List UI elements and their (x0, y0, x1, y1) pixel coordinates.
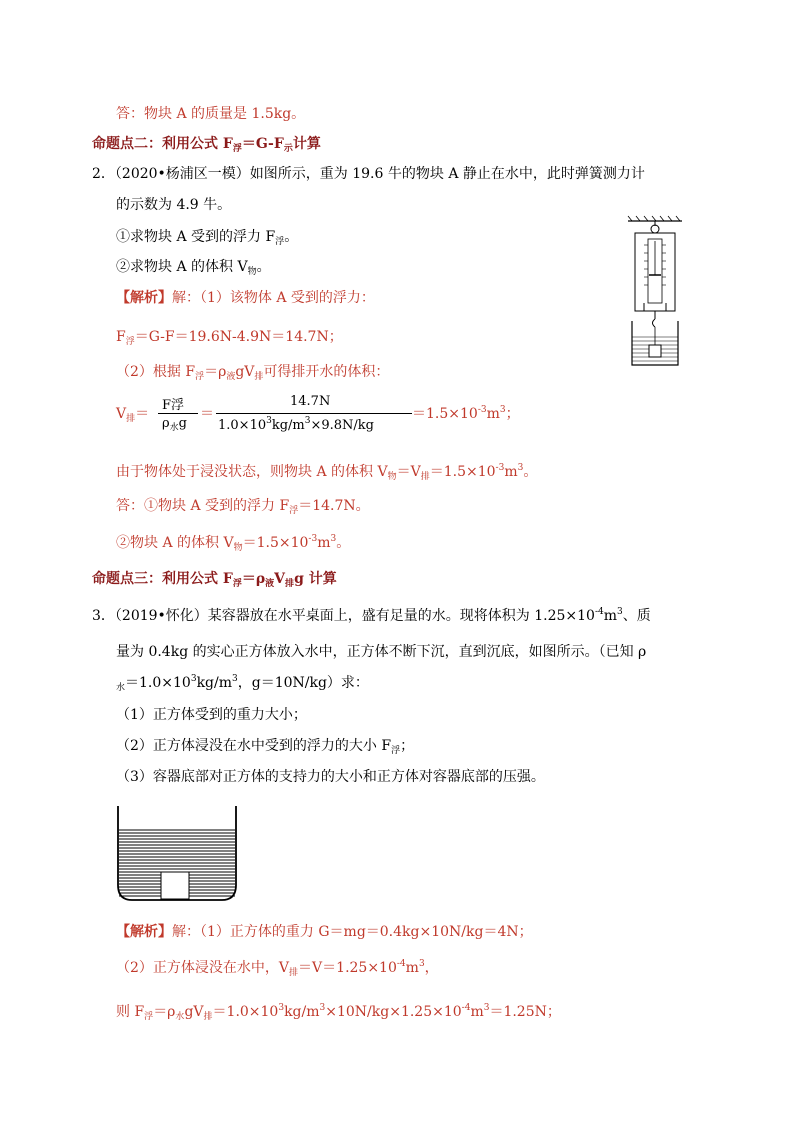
section-heading-3: 命题点三：利用公式 $F_浮=\rho_液V_排g$ 计算 (92, 571, 337, 589)
q3-item1: （1）正方体受到的重力大小； (116, 707, 307, 723)
q3-line1: 3．（2019•怀化）某容器放在水平桌面上，盛有足量的水。现将体积为 $1.25\times 10^{-4}m^3$、质 (92, 607, 651, 624)
frac2-numerator: 14.7N (290, 394, 331, 409)
q2-step2: （2）根据 $F_浮=\rho_液gV_排$可得排开水的体积： (116, 364, 390, 382)
eq-sign: ＝ (200, 406, 214, 422)
frac1-denominator: $\rho_水g$ (162, 416, 187, 433)
q2-analysis: 【解析】解：（1）该物体 A 受到的浮力： (116, 290, 375, 306)
q2-state: 由于物体处于浸没状态，则物块 A 的体积 $V_物=V_排=1.5\times 10^{-3}m^3$。 (116, 463, 538, 482)
q2-answer2: ②物块 A 的体积 $V_物=1.5\times 10^{-3}m^3$。 (116, 534, 351, 553)
q2-eqV-result: $=1.5\times 10^{-3}m^3$； (412, 405, 520, 422)
q2-eqV-lhs: $V_排=$ (116, 406, 150, 424)
q3-step3: 则 $F_浮=\rho_水gV_排=1.0\times 10^3kg/m^3\times 10N/kg\times 1.25\times 10^{-4}m^3=1.25N$； (116, 1003, 561, 1022)
q3-step2: （2）正方体浸没在水中，$V_排=V=1.25\times 10^{-4}m^3$， (116, 959, 439, 978)
q2-eq1: $F_浮=G-F=19.6N-4.9N=14.7N$； (116, 329, 343, 347)
frac1-numerator: F浮 (162, 398, 185, 413)
previous-answer: 答：物块 A 的质量是 1.5kg。 (116, 106, 306, 122)
q2-item1: ①求物块 A 受到的浮力 $F_浮$。 (116, 229, 299, 247)
q2-line2: 的示数为 4.9 牛。 (116, 197, 232, 213)
q3-line3: $_水=1.0\times 10^3kg/m^3$，g＝10N/kg）求： (116, 674, 369, 693)
container-figure (112, 800, 242, 905)
section-heading-2: 命题点二：利用公式 $F_浮=G-F_示$计算 (92, 136, 321, 154)
q3-item2: （2）正方体浸没在水中受到的浮力的大小 $F_浮$； (116, 738, 415, 756)
frac1-bar (158, 413, 198, 414)
frac2-bar (216, 413, 412, 414)
q3-item3: （3）容器底部对正方体的支持力的大小和正方体对容器底部的压强。 (116, 769, 545, 785)
q3-line2: 量为 0.4kg 的实心正方体放入水中，正方体不断下沉，直到沉底，如图所示。（已知 ρ (116, 644, 647, 660)
q2-answer1: 答：①物块 A 受到的浮力 $F_浮=14.7N$。 (116, 498, 370, 516)
spring-scale-figure (600, 215, 710, 375)
q2-item2: ②求物块 A 的体积 $V_物$。 (116, 259, 271, 277)
q3-analysis: 【解析】解：（1）正方体的重力 G＝mg＝0.4kg×10N/kg＝4N； (116, 924, 533, 940)
analysis-tag: 【解析】 (116, 290, 172, 306)
q2-line1: 2．（2020•杨浦区一模）如图所示，重为 19.6 牛的物块 A 静止在水中，此时弹簧测力计 (92, 166, 645, 182)
frac2-denominator: $1.0\times 10^3kg/m^3\times 9.8N/kg$ (218, 416, 375, 433)
